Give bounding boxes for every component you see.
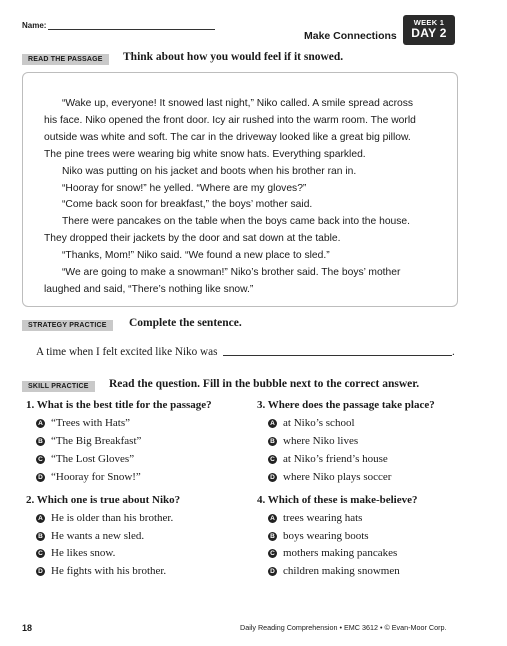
read-passage-tag: READ THE PASSAGE (22, 54, 109, 65)
question-text: 3. Where does the passage take place? (257, 399, 435, 411)
answer-option[interactable] (268, 530, 369, 542)
option-label: trees wearing hats (283, 512, 363, 524)
answer-option[interactable] (268, 417, 355, 429)
question-4 (257, 494, 418, 506)
passage-line: “Come back soon for breakfast,” the boys’ mother said. (62, 199, 313, 210)
option-label: “Trees with Hats” (51, 417, 131, 429)
bubble-d-icon[interactable]: D (36, 473, 45, 482)
answer-option[interactable] (36, 547, 115, 559)
page-number: 18 (22, 623, 33, 633)
strategy-practice-tag: STRATEGY PRACTICE (22, 320, 113, 331)
option-label: He likes snow. (51, 547, 116, 559)
option-label: at Niko’s friend’s house (283, 453, 388, 465)
footer-credit: Daily Reading Comprehension • EMC 3612 • © Evan-Moor Corp. (240, 623, 447, 632)
bubble-d-icon[interactable]: D (36, 567, 45, 576)
bubble-a-icon[interactable]: A (268, 514, 277, 523)
question-text: 4. Which of these is make-believe? (257, 494, 418, 506)
read-passage-instruction: Think about how you would feel if it snowed. (123, 51, 344, 63)
sentence-prompt: A time when I felt excited like Niko was (36, 346, 218, 358)
answer-option[interactable] (268, 512, 362, 524)
bubble-d-icon[interactable]: D (268, 567, 277, 576)
bubble-a-icon[interactable]: A (36, 514, 45, 523)
option-label: He fights with his brother. (51, 565, 167, 577)
week-day-badge (403, 15, 455, 45)
option-label: where Niko lives (283, 435, 359, 447)
skill-practice-instruction: Read the question. Fill in the bubble next to the correct answer. (109, 378, 420, 390)
week-label: WEEK 1 (413, 18, 445, 27)
answer-option[interactable] (36, 565, 166, 577)
question-3 (257, 399, 435, 411)
section-title: Make Connections (304, 30, 397, 42)
answer-option[interactable] (36, 435, 141, 447)
passage-line: outside was white and soft. The car in the driveway looked like a great big pillow. (44, 132, 411, 143)
sentence-answer-line[interactable] (223, 355, 452, 356)
option-label: children making snowmen (283, 565, 400, 577)
passage-line: “Hooray for snow!” he yelled. “Where are my gloves?” (62, 183, 307, 194)
option-label: “Hooray for Snow!” (51, 471, 141, 483)
question-text: 1. What is the best title for the passage? (26, 399, 212, 411)
passage-line: The pine trees were wearing big white snow hats. Everything sparkled. (44, 149, 366, 160)
answer-option[interactable] (268, 565, 400, 577)
bubble-c-icon[interactable]: C (36, 455, 45, 464)
question-1 (26, 399, 212, 411)
option-label: mothers making pancakes (283, 547, 398, 559)
passage-line: his face. Niko opened the front door. Icy air rushed into the warm room. The world (44, 115, 416, 126)
option-label: He wants a new sled. (51, 530, 145, 542)
answer-option[interactable] (36, 512, 173, 524)
bubble-c-icon[interactable]: C (36, 549, 45, 558)
bubble-a-icon[interactable]: A (36, 419, 45, 428)
answer-option[interactable] (268, 547, 397, 559)
passage-line: “We are going to make a snowman!” Niko’s brother said. The boys’ mother (62, 267, 401, 278)
option-label: at Niko’s school (283, 417, 355, 429)
bubble-c-icon[interactable]: C (268, 455, 277, 464)
strategy-practice-instruction: Complete the sentence. (129, 317, 242, 329)
passage-line: Niko was putting on his jacket and boots when his brother ran in. (62, 166, 357, 177)
answer-option[interactable] (36, 471, 141, 483)
bubble-b-icon[interactable]: B (268, 532, 277, 541)
option-label: boys wearing boots (283, 530, 369, 542)
passage-line: There were pancakes on the table when the boys came back into the house. (62, 216, 411, 227)
bubble-d-icon[interactable]: D (268, 473, 277, 482)
answer-option[interactable] (268, 471, 391, 483)
answer-option[interactable] (268, 453, 388, 465)
answer-option[interactable] (36, 453, 134, 465)
bubble-a-icon[interactable]: A (268, 419, 277, 428)
name-field[interactable] (48, 29, 215, 30)
answer-option[interactable] (36, 530, 144, 542)
passage-line: “Thanks, Mom!” Niko said. “We found a new place to sled.” (62, 250, 330, 261)
option-label: He is older than his brother. (51, 512, 174, 524)
passage-line: laughed and said, “There’s nothing like snow.” (44, 284, 254, 295)
name-label: Name: (22, 21, 47, 30)
skill-practice-tag: SKILL PRACTICE (22, 381, 95, 392)
question-text: 2. Which one is true about Niko? (26, 494, 181, 506)
answer-option[interactable] (36, 417, 130, 429)
passage-line: “Wake up, everyone! It snowed last night,” Niko called. A smile spread across (62, 98, 414, 109)
bubble-c-icon[interactable]: C (268, 549, 277, 558)
bubble-b-icon[interactable]: B (36, 532, 45, 541)
day-label: DAY 2 (411, 26, 447, 40)
sentence-period: . (452, 346, 455, 358)
bubble-b-icon[interactable]: B (36, 437, 45, 446)
option-label: “The Big Breakfast” (51, 435, 142, 447)
question-2 (26, 494, 180, 506)
option-label: where Niko plays soccer (283, 471, 392, 483)
option-label: “The Lost Gloves” (51, 453, 135, 465)
bubble-b-icon[interactable]: B (268, 437, 277, 446)
passage-line: They dropped their jackets by the door and sat down at the table. (44, 233, 341, 244)
answer-option[interactable] (268, 435, 358, 447)
